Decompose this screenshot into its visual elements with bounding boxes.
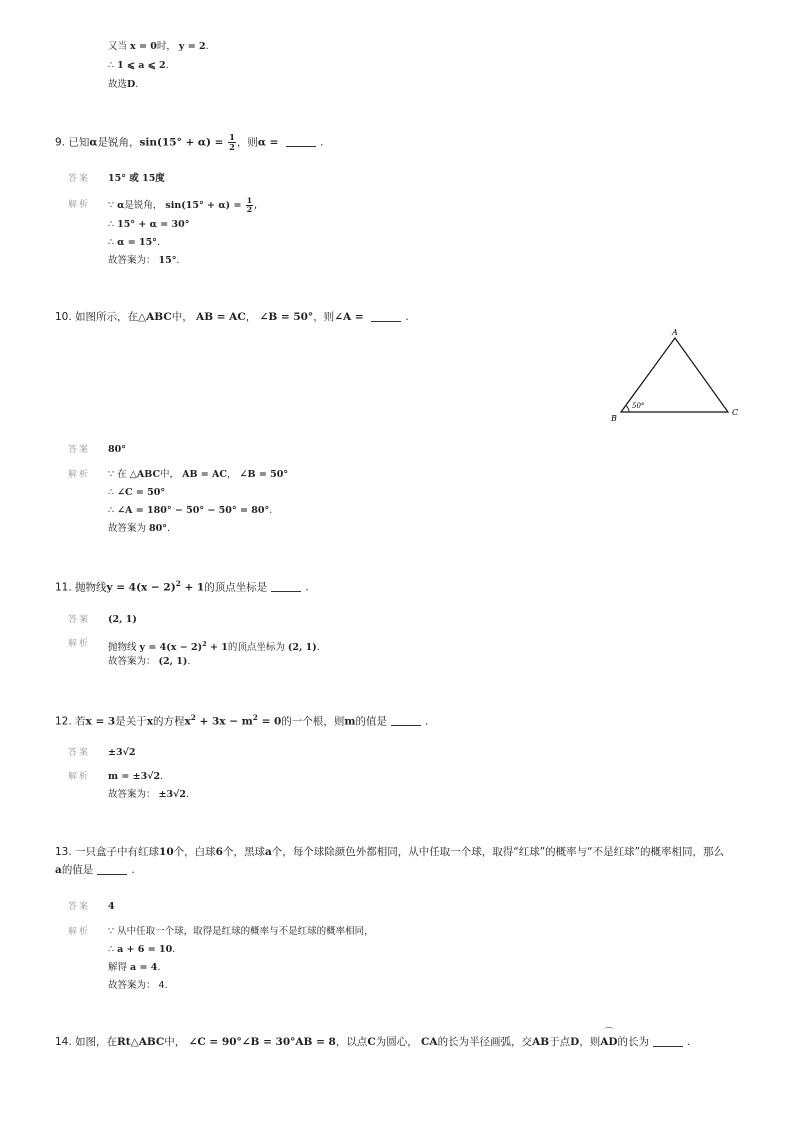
q11-step-1: 抛物线 $y = 4(x - 2)^2 + 1$的顶点坐标为 (2, 1). bbox=[108, 640, 320, 653]
q10-step-2: ∴ ∠C = 50° bbox=[108, 487, 166, 498]
answer-blank bbox=[653, 1045, 683, 1047]
answer-blank bbox=[391, 724, 421, 726]
q13-step-4: 故答案为： 4. bbox=[108, 980, 168, 991]
q13-answer: 4 bbox=[108, 901, 115, 912]
analysis-label: 解析 bbox=[68, 772, 91, 782]
answer-label: 答案 bbox=[68, 615, 91, 625]
answer-blank bbox=[271, 590, 301, 592]
answer-label: 答案 bbox=[68, 174, 91, 184]
triangle-abc bbox=[621, 338, 728, 412]
vertex-c-label: C bbox=[732, 408, 739, 417]
answer-label: 答案 bbox=[68, 902, 91, 912]
q10-answer: 80° bbox=[108, 444, 126, 455]
q12-step-2: 故答案为： ±3√2. bbox=[108, 789, 189, 800]
q10-step-4: 故答案为 80°. bbox=[108, 523, 171, 534]
answer-label: 答案 bbox=[68, 445, 91, 455]
q10-step-3: ∴ ∠A = 180° − 50° − 50° = 80°. bbox=[108, 505, 273, 516]
question-14: 14. 如图，在Rt△ABC中， ∠C = 90°∠B = 30°AB = 8，以点C为圆心， CA的长为半径画弧，交AB于点D，则⌒ AD的长为 . bbox=[55, 1035, 690, 1049]
q13-step-1: ∵ 从中任取一个球，取得是红球的概率与不是红球的概率相同， bbox=[108, 926, 374, 937]
q9-step-2: ∴ 15° + α = 30° bbox=[108, 219, 190, 230]
analysis-label: 解析 bbox=[68, 470, 91, 480]
triangle-figure bbox=[600, 326, 750, 426]
analysis-label: 解析 bbox=[68, 200, 91, 210]
analysis-label: 解析 bbox=[68, 927, 91, 937]
answer-blank bbox=[97, 873, 127, 875]
q13-step-3: 解得 a = 4. bbox=[108, 962, 161, 973]
q11-answer: (2, 1) bbox=[108, 614, 137, 625]
answer-blank bbox=[371, 320, 401, 322]
analysis-label: 解析 bbox=[68, 639, 91, 649]
question-9: 9. 已知α是锐角，sin(15° + α) = $\frac{1}{2}$ ，则α = . bbox=[55, 132, 324, 152]
q10-step-1: ∵ 在 △ABC中， AB = AC， ∠B = 50° bbox=[108, 469, 289, 480]
question-12: 12. 若x = 3是关于x的方程$x^2 + 3x - m^2 = 0$的一个根，则m的值是 . bbox=[55, 713, 429, 728]
q12-answer: ±3√2 bbox=[108, 747, 136, 758]
question-11: 11. 抛物线$y = 4(x - 2)^2 + 1$的顶点坐标是 . bbox=[55, 579, 309, 594]
vertex-b-label: B bbox=[611, 414, 617, 423]
prev-line-3: 故选D. bbox=[108, 79, 139, 90]
q12-step-1: m = ±3√2. bbox=[108, 771, 164, 782]
answer-label: 答案 bbox=[68, 748, 91, 758]
q9-step-4: 故答案为： 15°. bbox=[108, 255, 180, 266]
angle-b-arc bbox=[626, 406, 629, 413]
q11-step-2: 故答案为： (2, 1). bbox=[108, 656, 191, 667]
arc-ad: ⌒ AD bbox=[600, 1035, 617, 1049]
prev-line-1: 又当 x = 0时， y = 2. bbox=[108, 41, 209, 52]
vertex-a-label: A bbox=[672, 328, 678, 337]
question-13-line-2: a的值是 . bbox=[55, 864, 135, 876]
angle-b-value: 50° bbox=[632, 402, 645, 410]
question-10: 10. 如图所示，在△ABC中， AB = AC， ∠B = 50°，则∠A = . bbox=[55, 311, 409, 323]
prev-line-2: ∴ 1 ⩽ a ⩽ 2. bbox=[108, 60, 169, 71]
q9-step-1: ∵ α是锐角， sin(15° + α) = $\frac{1}{2}$ , bbox=[108, 196, 258, 214]
q9-step-3: ∴ α = 15°. bbox=[108, 237, 160, 248]
q9-answer: 15° 或 15度 bbox=[108, 173, 165, 184]
question-13: 13. 一只盒子中有红球10个，白球6个，黑球a个，每个球除颜色外都相同，从中任取一个球，取得“红球”的概率与“不是红球”的概率相同，那么 bbox=[55, 846, 725, 858]
q13-step-2: ∴ a + 6 = 10. bbox=[108, 944, 176, 955]
answer-blank bbox=[286, 145, 316, 147]
